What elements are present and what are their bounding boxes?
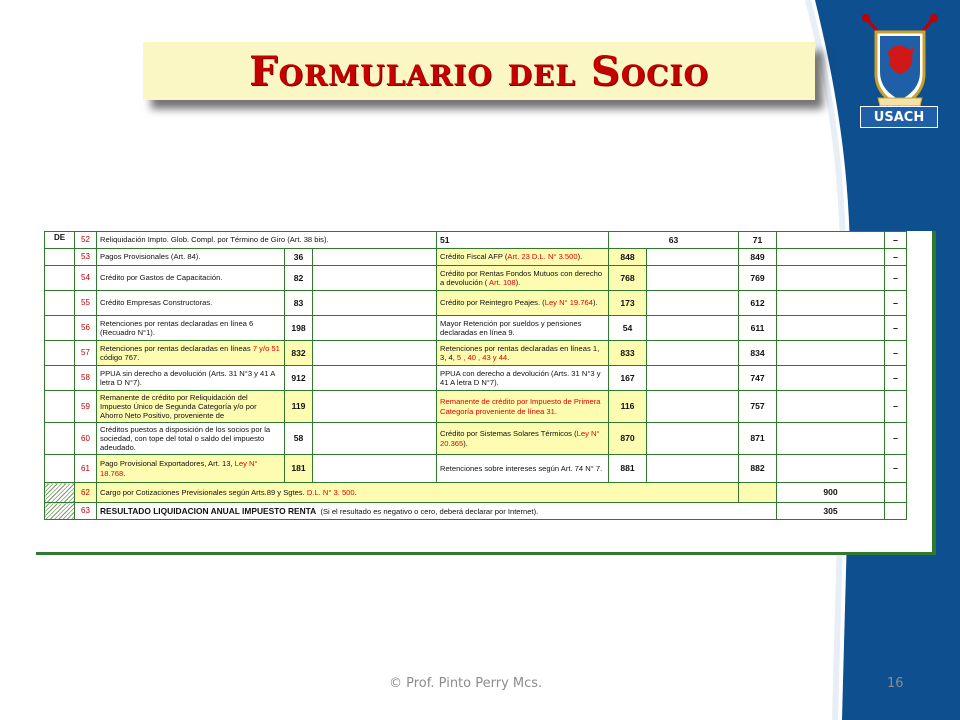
code-cell: 119 <box>285 391 313 423</box>
value-cell <box>647 366 739 391</box>
value-cell <box>647 423 739 455</box>
code-cell: 882 <box>739 455 777 483</box>
code-cell: 36 <box>285 249 313 266</box>
sign-cell: – <box>885 455 907 483</box>
left-text-part: código 767. <box>100 353 140 362</box>
result-note: (Si el resultado es negativo o cero, deberá declarar por Internet). <box>320 506 539 516</box>
right-text-part: . <box>507 353 510 362</box>
value-cell <box>313 423 437 455</box>
right-text-part: Mayor Retención por sueldos y pensiones declaradas en línea 9. <box>440 318 582 337</box>
value-cell <box>647 316 739 341</box>
value-cell <box>313 249 437 266</box>
code-cell: 63 <box>609 232 739 249</box>
right-text-part: Retenciones por rentas declaradas en líneas 1, 3, 4, <box>440 343 600 362</box>
code-cell: 82 <box>285 266 313 291</box>
hatch-cell <box>45 503 75 520</box>
left-text-part: . <box>123 468 126 478</box>
hatch-cell <box>45 483 75 503</box>
code-cell: 900 <box>777 483 885 503</box>
code-cell: 832 <box>285 341 313 366</box>
right-text-part: Crédito Fiscal AFP ( <box>440 252 508 262</box>
right-text-part: Retenciones sobre intereses según Art. 74 N° 7. <box>440 463 603 473</box>
right-text-law: 5 , 40 , 43 y 44 <box>456 353 508 362</box>
section-spacer <box>45 291 75 316</box>
value-cell <box>313 291 437 316</box>
code-cell: 173 <box>609 291 647 316</box>
sign-cell: – <box>885 391 907 423</box>
line-text: Reliquidación Impto. Glob. Compl. por Término de Giro (Art. 38 bis). <box>97 232 437 249</box>
left-text-law: Ley N° 18.768 <box>100 459 258 478</box>
code-cell: 833 <box>609 341 647 366</box>
line-text-part: Cargo por Cotizaciones Previsionales según Arts.89 y Sgtes. <box>100 487 307 497</box>
line-text <box>97 503 777 520</box>
right-text <box>437 316 609 341</box>
right-text-part: Crédito por Reintegro Peajes. ( <box>440 298 545 308</box>
left-text <box>97 266 285 291</box>
table-row <box>45 291 907 316</box>
code-cell: 757 <box>739 391 777 423</box>
value-cell <box>313 341 437 366</box>
code-cell: 870 <box>609 423 647 455</box>
result-title: RESULTADO LIQUIDACION ANUAL IMPUESTO RENTA <box>100 505 317 516</box>
sign-cell: – <box>885 232 907 249</box>
right-text <box>437 291 609 316</box>
table-row <box>45 341 907 366</box>
right-text-law: Art. 23 D.L. N° 3.500 <box>507 252 578 262</box>
spacer-cell <box>739 483 777 503</box>
code-cell: 612 <box>739 291 777 316</box>
value-cell <box>647 391 739 423</box>
line-number: 54 <box>75 266 97 291</box>
left-text <box>97 391 285 423</box>
line-number: 59 <box>75 391 97 423</box>
section-spacer <box>45 249 75 266</box>
code-cell: 181 <box>285 455 313 483</box>
sign-cell: – <box>885 366 907 391</box>
value-cell <box>313 316 437 341</box>
left-text <box>97 316 285 341</box>
code-cell: 116 <box>609 391 647 423</box>
value-cell <box>885 503 907 520</box>
line-number: 52 <box>75 232 97 249</box>
left-text-part: Retenciones por rentas declaradas en línea 6 (Recuadro N°1). <box>100 318 254 337</box>
table-row <box>45 503 907 520</box>
code-cell: 912 <box>285 366 313 391</box>
line-number: 60 <box>75 423 97 455</box>
sign-cell: – <box>885 316 907 341</box>
value-cell <box>777 249 885 266</box>
value-cell <box>885 483 907 503</box>
line-number: 62 <box>75 483 97 503</box>
code-cell: 768 <box>609 266 647 291</box>
value-cell <box>777 291 885 316</box>
right-text-part: ). <box>463 438 468 448</box>
right-text-law: Ley N° 19.764 <box>544 298 593 308</box>
line-number: 63 <box>75 503 97 520</box>
table-row <box>45 232 907 249</box>
code-cell: 305 <box>777 503 885 520</box>
line-number: 55 <box>75 291 97 316</box>
table-row <box>45 423 907 455</box>
left-text-part: Pagos Provisionales (Art. 84). <box>100 252 201 262</box>
line-text-part: . <box>354 487 357 497</box>
table-row <box>45 366 907 391</box>
left-text <box>97 455 285 483</box>
left-text <box>97 341 285 366</box>
code-cell: 848 <box>609 249 647 266</box>
line-number: 56 <box>75 316 97 341</box>
section-spacer <box>45 316 75 341</box>
right-text-part: Crédito por Rentas Fondos Mutuos con derecho a devolución ( <box>440 268 603 287</box>
value-cell <box>313 391 437 423</box>
value-cell <box>647 341 739 366</box>
section-label: DE <box>45 232 75 249</box>
table-row <box>45 455 907 483</box>
section-spacer <box>45 366 75 391</box>
sign-cell: – <box>885 291 907 316</box>
section-spacer <box>45 266 75 291</box>
code-cell: 167 <box>609 366 647 391</box>
code-cell: 51 <box>437 232 609 249</box>
left-text-part: Crédito Empresas Constructoras. <box>100 298 213 308</box>
value-cell <box>313 455 437 483</box>
left-text <box>97 249 285 266</box>
value-cell <box>647 249 739 266</box>
right-text <box>437 366 609 391</box>
sign-cell: – <box>885 423 907 455</box>
value-cell <box>777 366 885 391</box>
value-cell <box>647 455 739 483</box>
table-row <box>45 483 907 503</box>
footer-copyright: © Prof. Pinto Perry Mcs. <box>389 676 543 691</box>
code-cell: 871 <box>739 423 777 455</box>
table-row <box>45 391 907 423</box>
left-text-part: PPUA sin derecho a devolución (Arts. 31 N°3 y 41 A letra D N°7). <box>100 368 275 387</box>
code-cell: 834 <box>739 341 777 366</box>
right-text-law: Remanente de crédito por Impuesto de Primera Categoría proveniente de línea 31. <box>440 397 601 416</box>
page-title: Formulario del Socio <box>249 47 709 95</box>
line-number: 58 <box>75 366 97 391</box>
section-spacer <box>45 391 75 423</box>
tax-form-table <box>44 231 907 520</box>
right-text-part: Crédito por Sistemas Solares Térmicos ( <box>440 429 577 439</box>
table-row <box>45 316 907 341</box>
value-cell <box>777 423 885 455</box>
right-text-part: ). <box>515 278 521 287</box>
code-cell: 54 <box>609 316 647 341</box>
page-number: 16 <box>887 676 904 691</box>
value-cell <box>647 291 739 316</box>
left-text-part: Crédito por Gastos de Capacitación. <box>100 273 223 283</box>
code-cell: 881 <box>609 455 647 483</box>
left-text-part: Retenciones por rentas declaradas en líneas <box>100 343 253 353</box>
right-text <box>437 341 609 366</box>
value-cell <box>777 341 885 366</box>
value-cell <box>647 266 739 291</box>
code-cell: 71 <box>739 232 777 249</box>
right-text <box>437 423 609 455</box>
left-text-law: 7 y/o 51 <box>252 343 280 353</box>
value-cell <box>777 391 885 423</box>
line-number: 53 <box>75 249 97 266</box>
line-text <box>97 483 739 503</box>
code-cell: 747 <box>739 366 777 391</box>
section-spacer <box>45 341 75 366</box>
value-cell <box>777 266 885 291</box>
left-text-part: Pago Provisional Exportadores, Art. 13, <box>100 459 235 469</box>
value-cell <box>313 266 437 291</box>
value-cell <box>777 455 885 483</box>
value-cell <box>777 316 885 341</box>
sign-cell: – <box>885 266 907 291</box>
usach-badge: USACH <box>860 106 938 128</box>
code-cell: 769 <box>739 266 777 291</box>
code-cell: 58 <box>285 423 313 455</box>
left-text <box>97 366 285 391</box>
value-cell <box>777 232 885 249</box>
code-cell: 611 <box>739 316 777 341</box>
section-spacer <box>45 455 75 483</box>
code-cell: 198 <box>285 316 313 341</box>
sign-cell: – <box>885 341 907 366</box>
right-text-law: Art. 108 <box>489 278 516 287</box>
line-text-law: D.L. N° 3. 500 <box>306 487 355 497</box>
table-row <box>45 249 907 266</box>
right-text-part: ). <box>577 252 583 262</box>
value-cell <box>313 366 437 391</box>
line-number: 61 <box>75 455 97 483</box>
code-cell: 83 <box>285 291 313 316</box>
section-spacer <box>45 423 75 455</box>
left-text <box>97 291 285 316</box>
left-text-part: Créditos puestos a disposición de los socios por la sociedad, con tope del total o saldo del impuesto adeudado. <box>100 424 271 453</box>
sign-cell: – <box>885 249 907 266</box>
right-text-part: PPUA con derecho a devolución (Arts. 31 N°3 y 41 A letra D N°7). <box>440 368 601 387</box>
right-text <box>437 266 609 291</box>
right-text <box>437 249 609 266</box>
left-text-part: Remanente de crédito por Reliquidación del Impuesto Único de Segunda Categoría y/o por Ahorro Neto Positivo, proveniente de <box>100 392 257 421</box>
line-number: 57 <box>75 341 97 366</box>
title-banner <box>143 42 815 100</box>
left-text <box>97 423 285 455</box>
right-text <box>437 391 609 423</box>
table-row <box>45 266 907 291</box>
code-cell: 849 <box>739 249 777 266</box>
right-text-law: Ley N° 20.365 <box>440 429 600 448</box>
right-text <box>437 455 609 483</box>
right-text-part: ). <box>592 298 598 308</box>
